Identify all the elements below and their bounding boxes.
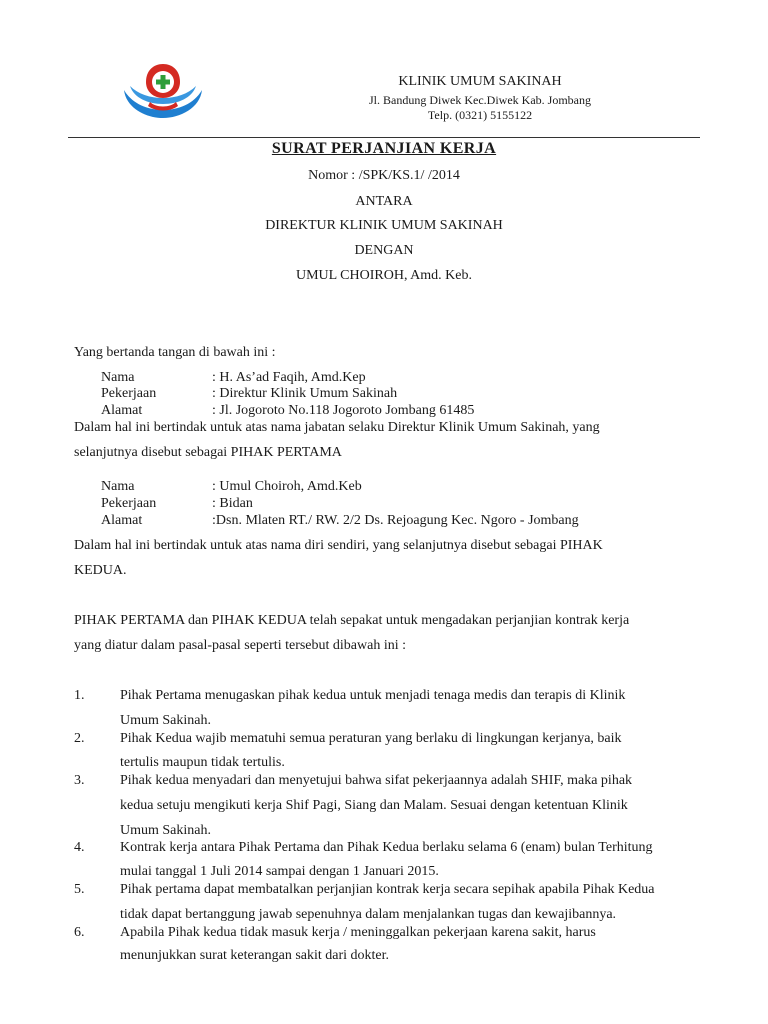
article-number: 2. [74,731,85,746]
article-number: 4. [74,840,85,855]
p2-nama-value: : Umul Choiroh, Amd.Keb [212,479,362,494]
article-text: Pihak Pertama menugaskan pihak kedua untuk menjadi tenaga medis dan terapis di Klinik [120,688,626,703]
p1-pekerjaan-value: : Direktur Klinik Umum Sakinah [212,386,398,401]
p1-pekerjaan-label: Pekerjaan [101,386,157,401]
p2-description-line1: Dalam hal ini bertindak untuk atas nama diri sendiri, yang selanjutnya disebut sebagai PIHAK [74,538,603,553]
p2-alamat-value: :Dsn. Mlaten RT./ RW. 2/2 Ds. Rejoagung Kec. Ngoro - Jombang [212,513,579,528]
article-text: menunjukkan surat keterangan sakit dari dokter. [120,948,390,963]
agreement-line2: yang diatur dalam pasal-pasal seperti tersebut dibawah ini : [74,638,407,653]
p2-nama-label: Nama [101,479,135,494]
article-text: Apabila Pihak kedua tidak masuk kerja / meninggalkan pekerjaan karena sakit, harus [120,925,596,940]
article-number: 5. [74,882,85,897]
article-text: Pihak pertama dapat membatalkan perjanjian kontrak kerja secara sepihak apabila Pihak Kedua [120,882,655,897]
p1-description-line2: selanjutnya disebut sebagai PIHAK PERTAMA [74,445,342,460]
clinic-name: KLINIK UMUM SAKINAH [398,74,562,89]
header-divider [68,137,700,138]
p2-description-line2: KEDUA. [74,563,127,578]
article-text: tidak dapat bertanggung jawab sepenuhnya dalam menjalankan tugas dan kewajibannya. [120,907,617,922]
p2-alamat-label: Alamat [101,513,143,528]
article-text: Pihak kedua menyadari dan menyetujui bahwa sifat pekerjaannya adalah SHIF, maka pihak [120,773,633,788]
intro-text: Yang bertanda tangan di bawah ini : [74,345,276,360]
clinic-address: Jl. Bandung Diwek Kec.Diwek Kab. Jombang [369,93,591,107]
antara-text: ANTARA [355,194,413,209]
article-number: 1. [74,688,85,703]
article-text: Pihak Kedua wajib mematuhi semua peraturan yang berlaku di lingkungan kerjanya, baik [120,731,622,746]
p1-nama-value: : H. As’ad Faqih, Amd.Kep [212,370,366,385]
article-text: Umum Sakinah. [120,823,211,838]
document-number: Nomor : /SPK/KS.1/ /2014 [308,168,460,183]
p1-alamat-label: Alamat [101,403,143,418]
article-text: Kontrak kerja antara Pihak Pertama dan Pihak Kedua berlaku selama 6 (enam) bulan Terhitung [120,840,653,855]
party1-title: DIREKTUR KLINIK UMUM SAKINAH [265,218,503,233]
article-text: kedua setuju mengikuti kerja Shif Pagi, Siang dan Malam. Sesuai dengan ketentuan Klinik [120,798,628,813]
document-title: SURAT PERJANJIAN KERJA [271,140,497,157]
clinic-logo [120,62,206,122]
p2-pekerjaan-label: Pekerjaan [101,496,157,511]
p2-pekerjaan-value: : Bidan [212,496,253,511]
article-text: mulai tanggal 1 Juli 2014 sampai dengan 1 Januari 2015. [120,864,439,879]
article-text: tertulis maupun tidak tertulis. [120,755,285,770]
agreement-line1: PIHAK PERTAMA dan PIHAK KEDUA telah sepakat untuk mengadakan perjanjian kontrak kerja [74,613,630,628]
dengan-text: DENGAN [354,243,414,258]
clinic-phone: Telp. (0321) 5155122 [427,108,533,122]
party2-title: UMUL CHOIROH, Amd. Keb. [295,268,473,283]
p1-alamat-value: : Jl. Jogoroto No.118 Jogoroto Jombang 61485 [212,403,475,418]
article-number: 3. [74,773,85,788]
article-text: Umum Sakinah. [120,713,211,728]
p1-nama-label: Nama [101,370,135,385]
article-number: 6. [74,925,85,940]
p1-description-line1: Dalam hal ini bertindak untuk atas nama jabatan selaku Direktur Klinik Umum Sakinah, yang [74,420,600,435]
